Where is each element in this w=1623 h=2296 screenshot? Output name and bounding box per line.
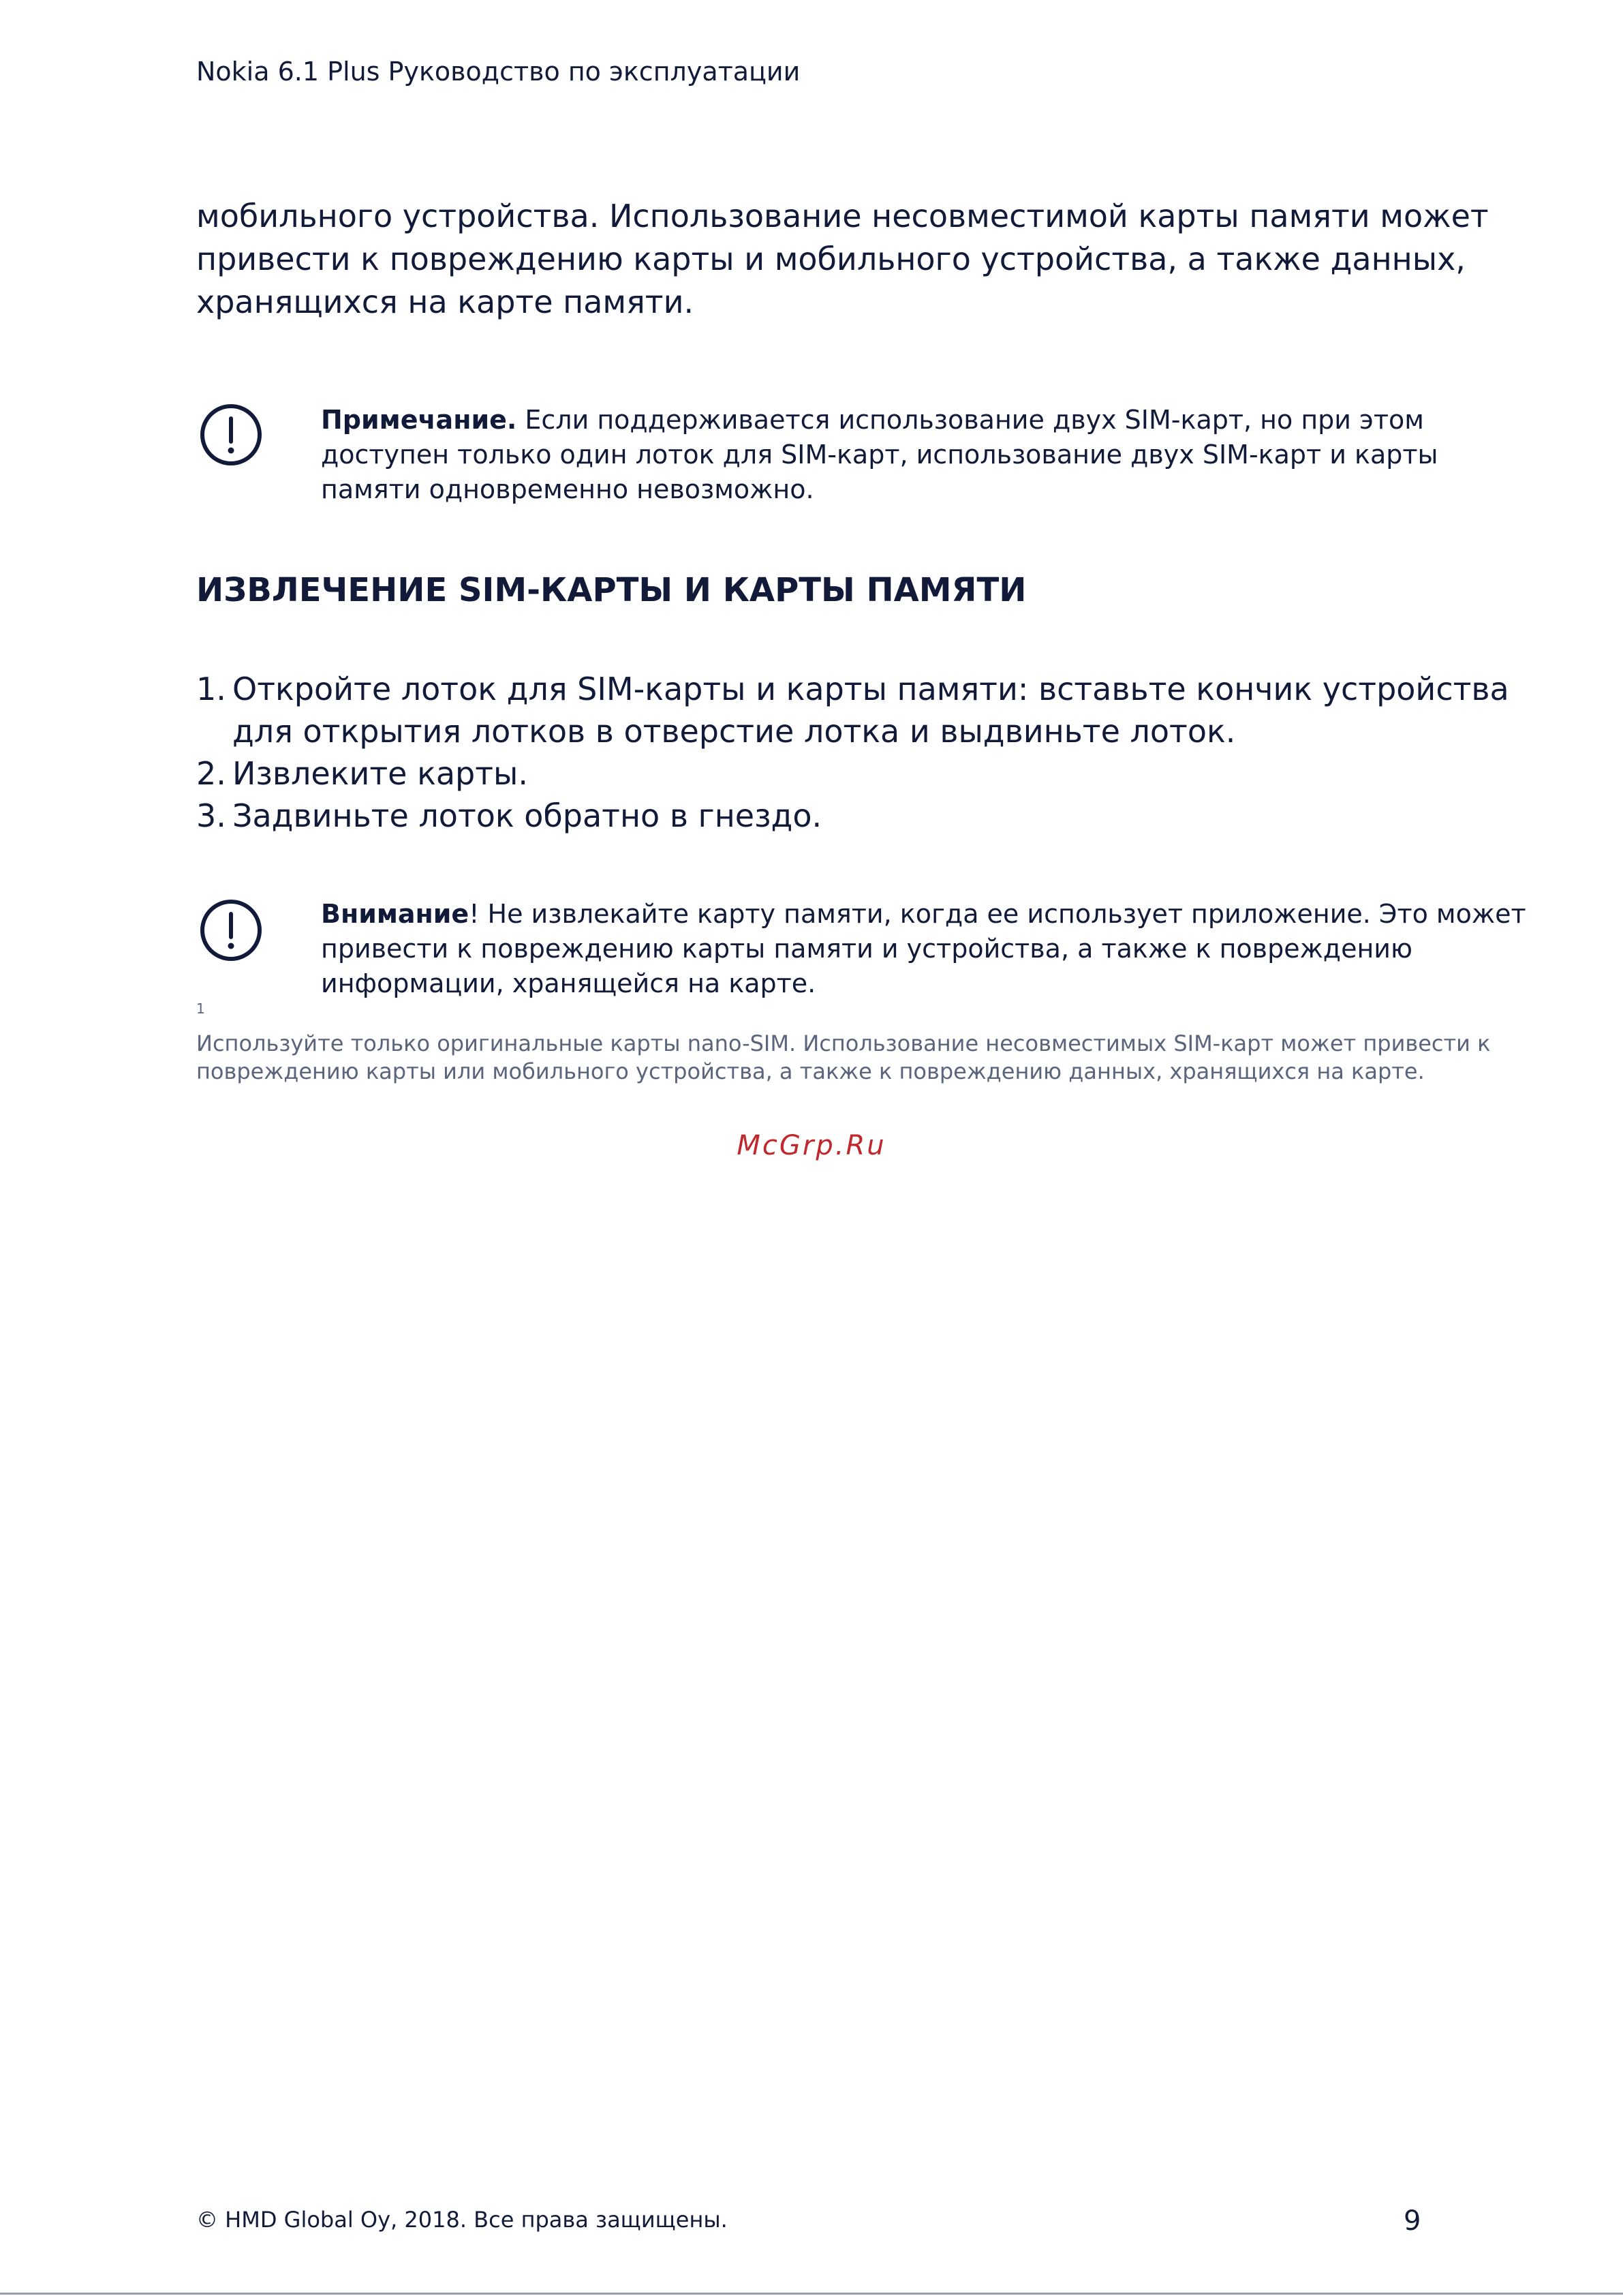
step-number: 2. [196,755,226,792]
footnote [196,1030,1491,1086]
text-line: Используйте только оригинальные карты nano-SIM. Использование несовместимых SIM-карт может привести к [196,1030,1491,1056]
steps-list [196,668,1509,837]
warning-label: Внимание [321,899,469,929]
text-line: доступен только один лоток для SIM-карт, использование двух SIM-карт и карты [321,440,1438,470]
page-number: 9 [1404,2205,1421,2237]
exclamation-circle-icon [198,402,264,468]
note-text [321,403,1438,507]
text-line: привести к повреждению карты памяти и устройства, а также к повреждению [321,934,1412,964]
text-line: ! Не извлекайте карту памяти, когда ее использует приложение. Это может [469,899,1526,929]
section-title: ИЗВЛЕЧЕНИЕ SIM-КАРТЫ И КАРТЫ ПАМЯТИ [196,571,1027,609]
text-line: информации, хранящейся на карте. [321,968,816,998]
text-line: Если поддерживается использование двух SIM-карт, но при этом [516,405,1424,435]
footnote-mark: 1 [196,1000,205,1017]
text-line: Задвиньте лоток обратно в гнездо. [232,797,822,834]
intro-paragraph [196,195,1489,324]
bottom-rule [0,2293,1623,2295]
exclamation-circle-icon [198,898,264,963]
text-line: для открытия лотков в отверстие лотка и выдвиньте лоток. [232,713,1236,750]
page-header: Nokia 6.1 Plus Руководство по эксплуатации [196,57,801,87]
text-line: мобильного устройства. Использование несовместимой карты памяти может [196,198,1489,234]
list-item [196,795,1436,837]
step-number: 1. [196,671,226,707]
note-label: Примечание. [321,405,517,435]
text-line: хранящихся на карте памяти. [196,284,694,320]
step-number: 3. [196,797,226,834]
text-line: памяти одновременно невозможно. [321,474,814,504]
text-line: привести к повреждению карты и мобильного устройства, а также данных, [196,241,1466,277]
text-line: Откройте лоток для SIM-карты и карты памяти: вставьте кончик устройства [232,671,1509,707]
warning-text [321,897,1526,1001]
footer-copyright: © HMD Global Oy, 2018. Все права защищены. [196,2207,728,2233]
watermark: McGrp.Ru [737,1130,886,1161]
list-item [196,668,1509,752]
text-line: повреждению карты или мобильного устройства, а также к повреждению данных, хранящихся на карте. [196,1058,1425,1084]
text-line: Извлеките карты. [232,755,528,792]
list-item [196,752,1436,795]
